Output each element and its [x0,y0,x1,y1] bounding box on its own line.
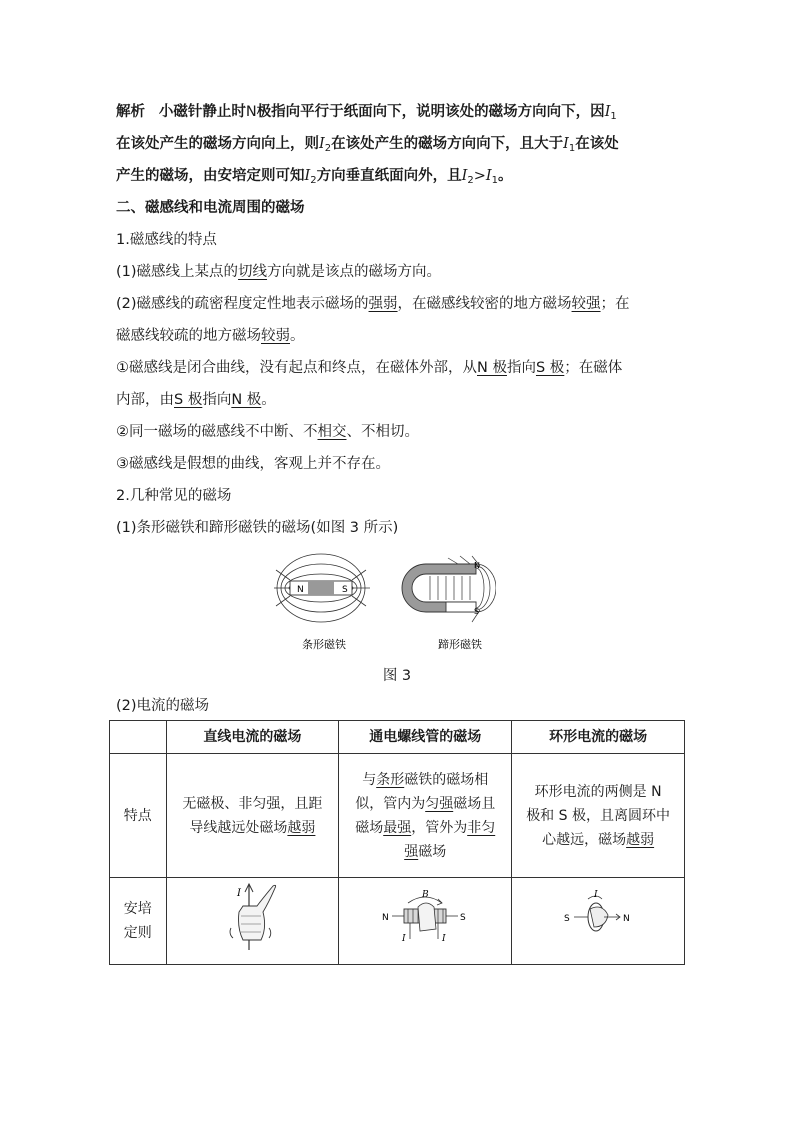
cell-loop-rule [512,878,685,965]
row-label-features: 特点 [110,754,167,878]
horseshoe-magnet-caption: 蹄形磁铁 [438,638,482,651]
point-2-cont: 磁感线较疏的地方磁场较弱。 [116,328,305,344]
table-row-features [110,754,685,878]
right-hand-solenoid-icon [380,889,470,945]
section-title: 二、磁感线和电流周围的磁场 [116,200,305,216]
analysis-line-3: 产生的磁场，由安培定则可知$I_2$方向垂直纸面向外，且$I_2>I_1$。 [116,168,513,186]
horseshoe-magnet [402,564,476,612]
figure-3 [266,548,496,658]
subsection-title-1: 1.磁感线的特点 [116,232,217,248]
bar-s-label: S [342,585,348,595]
row-label-ampere-rule: 安培 定则 [110,878,167,965]
magnet-diagram [266,548,496,658]
svg-text:B: B [422,890,429,900]
horseshoe-n-label: N [474,561,480,570]
sub2-point-2: (2)电流的磁场 [116,698,210,714]
analysis-line-2: 在该处产生的磁场方向向上，则$I_2$在该处产生的磁场方向向下，且大于$I_1$在该处 [116,136,619,154]
circle-point-1-cont: 内部，由S 极指向N 极。 [116,392,276,408]
table-header-straight: 直线电流的磁场 [166,721,339,754]
circle-point-3: ③磁感线是假想的曲线，客观上并不存在。 [116,456,390,472]
table-row-ampere-rule [110,878,685,965]
svg-text:I: I [442,934,446,944]
cell-straight-features: 无磁极、非匀强，且距 导线越远处磁场越弱 [166,754,339,878]
bar-magnet-middle [308,581,334,595]
right-hand-straight-wire-icon [217,882,287,952]
circle-point-2: ②同一磁场的磁感线不中断、不相交、不相切。 [116,424,419,440]
svg-text:I: I [402,934,406,944]
cell-straight-rule [166,878,339,965]
analysis-line-1: 解析 小磁针静止时N极指向平行于纸面向下，说明该处的磁场方向向下，因$I_1$ [116,104,617,122]
svg-text:N: N [382,913,389,923]
analysis-label: 解析 [116,104,145,120]
horseshoe-s-label: S [474,607,480,616]
point-2: (2)磁感线的疏密程度定性地表示磁场的强弱，在磁感线较密的地方磁场较强；在 [116,296,630,312]
table-header-empty [110,721,167,754]
right-hand-loop-icon [558,889,638,945]
svg-text:I: I [237,888,242,899]
table-header-loop: 环形电流的磁场 [512,721,685,754]
cell-solenoid-rule [339,878,512,965]
current-magnetic-field-table [109,720,685,965]
subsection-title-2: 2.几种常见的磁场 [116,488,232,504]
figure-caption: 图 3 [382,668,412,684]
svg-text:S: S [564,914,570,924]
circle-point-1: ①磁感线是闭合曲线，没有起点和终点，在磁体外部，从N 极指向S 极；在磁体 [116,360,623,376]
svg-text:S: S [460,913,466,923]
cell-loop-features: 环形电流的两侧是 N 极和 S 极，且离圆环中 心越远，磁场越弱 [512,754,685,878]
content [116,96,686,544]
sub2-point-1: (1)条形磁铁和蹄形磁铁的磁场(如图 3 所示) [116,520,399,536]
table-header-row [110,721,685,754]
bar-n-label: N [297,585,304,595]
cell-solenoid-features: 与条形磁铁的磁场相 似，管内为匀强磁场且 磁场最强，管外为非匀 强磁场 [339,754,512,878]
bar-magnet-caption: 条形磁铁 [302,638,346,651]
table-header-solenoid: 通电螺线管的磁场 [339,721,512,754]
point-1: (1)磁感线上某点的切线方向就是该点的磁场方向。 [116,264,442,280]
svg-text:I: I [594,890,598,900]
svg-text:N: N [623,914,630,924]
